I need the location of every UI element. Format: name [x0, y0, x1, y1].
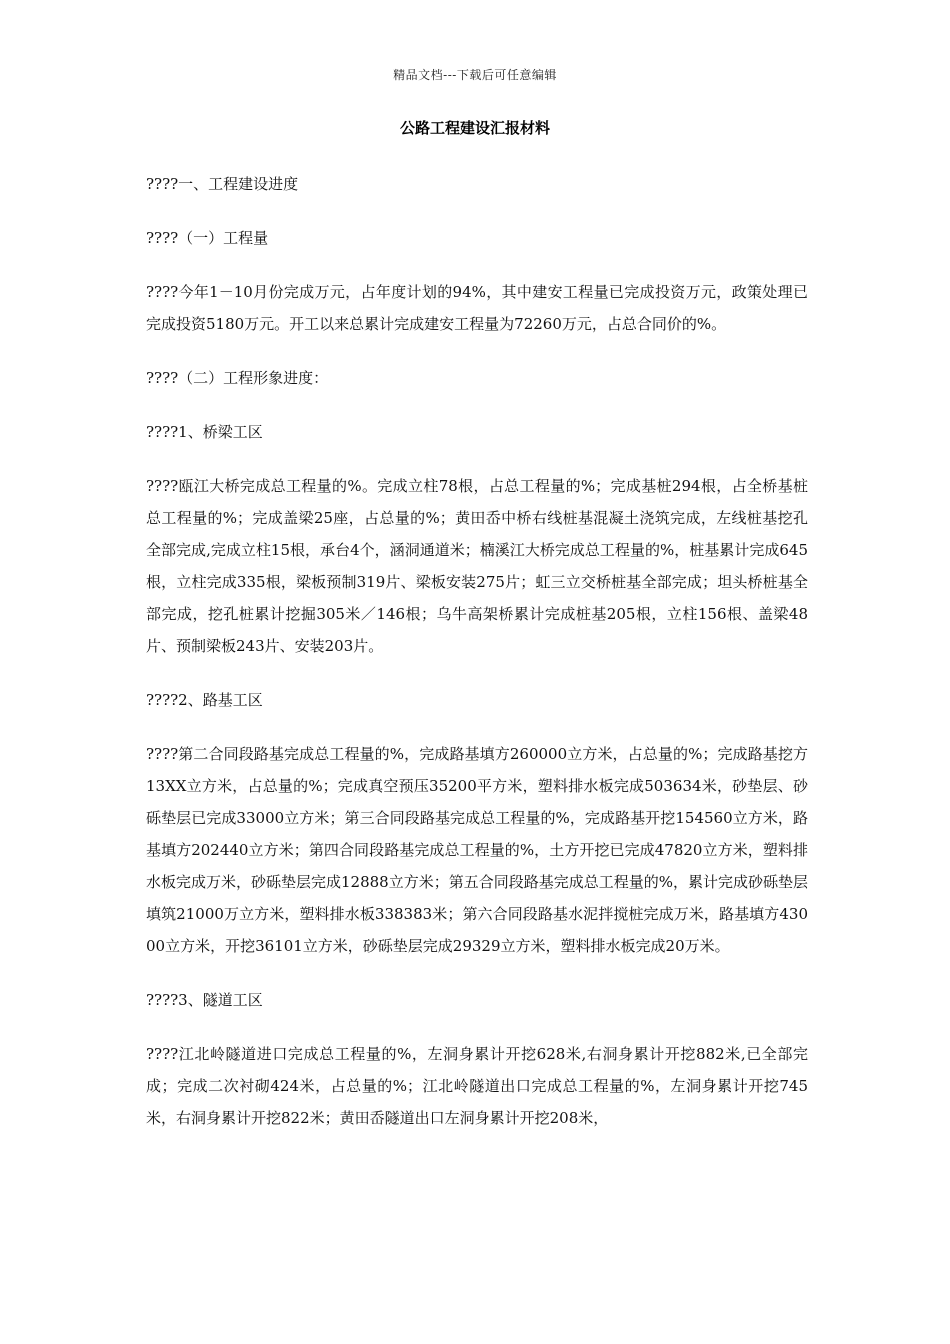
item-heading-bridge: ????1、桥梁工区 [146, 423, 263, 441]
paragraph-tunnel: ????江北岭隧道进口完成总工程量的%，左洞身累计开挖628米,右洞身累计开挖882米,已全部完成；完成二次衬砌424米，占总量的%；江北岭隧道出口完成总工程量的%，左洞身累计开挖745米，右洞身累计开挖822米；黄田岙隧道出口左洞身累计开挖208米， [146, 1045, 808, 1127]
subsection-heading: ????（一）工程量 [146, 229, 269, 247]
header-note: 精品文档---下载后可任意编辑 [393, 68, 557, 82]
item-heading-tunnel: ????3、隧道工区 [146, 991, 263, 1009]
document-body [146, 168, 808, 1156]
document-title: 公路工程建设汇报材料 [399, 119, 550, 137]
paragraph-roadbed: ????第二合同段路基完成总工程量的%，完成路基填方260000立方米，占总量的%；完成路基挖方13XX立方米，占总量的%；完成真空预压35200平方米，塑料排水板完成503634米，砂垫层、砂砾垫层已完成33000立方米；第三合同段路基完成总工程量的%，完成路基开挖154560立方米，路基填方202440立方米；第四合同段路基完成总工程量的%，土方开挖已完成47820立方米，塑料排水板完成万米，砂砾垫层完成12888立方米；第五合同段路基完成总工程量的%，累计完成砂砾垫层填筑21000万立方米，塑料排水板338383米；第六合同段路基水泥拌搅桩完成万米，路基填方43000立方米，开挖36101立方米，砂砾垫层完成29329立方米，塑料排水板完成20万米。 [146, 745, 808, 955]
item-heading-roadbed: ????2、路基工区 [146, 691, 263, 709]
paragraph-workload: ????今年1－10月份完成万元，占年度计划的94%，其中建安工程量已完成投资万元，政策处理已完成投资5180万元。开工以来总累计完成建安工程量为72260万元，占总合同价的%。 [146, 283, 808, 333]
paragraph-bridge: ????瓯江大桥完成总工程量的%。完成立柱78根，占总工程量的%；完成基桩294根，占全桥基桩总工程量的%；完成盖梁25座，占总量的%；黄田岙中桥右线桩基混凝土浇筑完成，左线桩基挖孔全部完成,完成立柱15根，承台4个，涵洞通道米；楠溪江大桥完成总工程量的%，桩基累计完成645根，立柱完成335根，梁板预制319片、梁板安装275片；虹三立交桥桩基全部完成；坦头桥桩基全部完成，挖孔桩累计挖掘305米／146根；乌牛高架桥累计完成桩基205根，立柱156根、盖梁48片、预制梁板243片、安装203片。 [146, 477, 808, 655]
subsection-heading: ????（二）工程形象进度： [146, 369, 329, 387]
section-heading: ????一、工程建设进度 [146, 175, 299, 193]
